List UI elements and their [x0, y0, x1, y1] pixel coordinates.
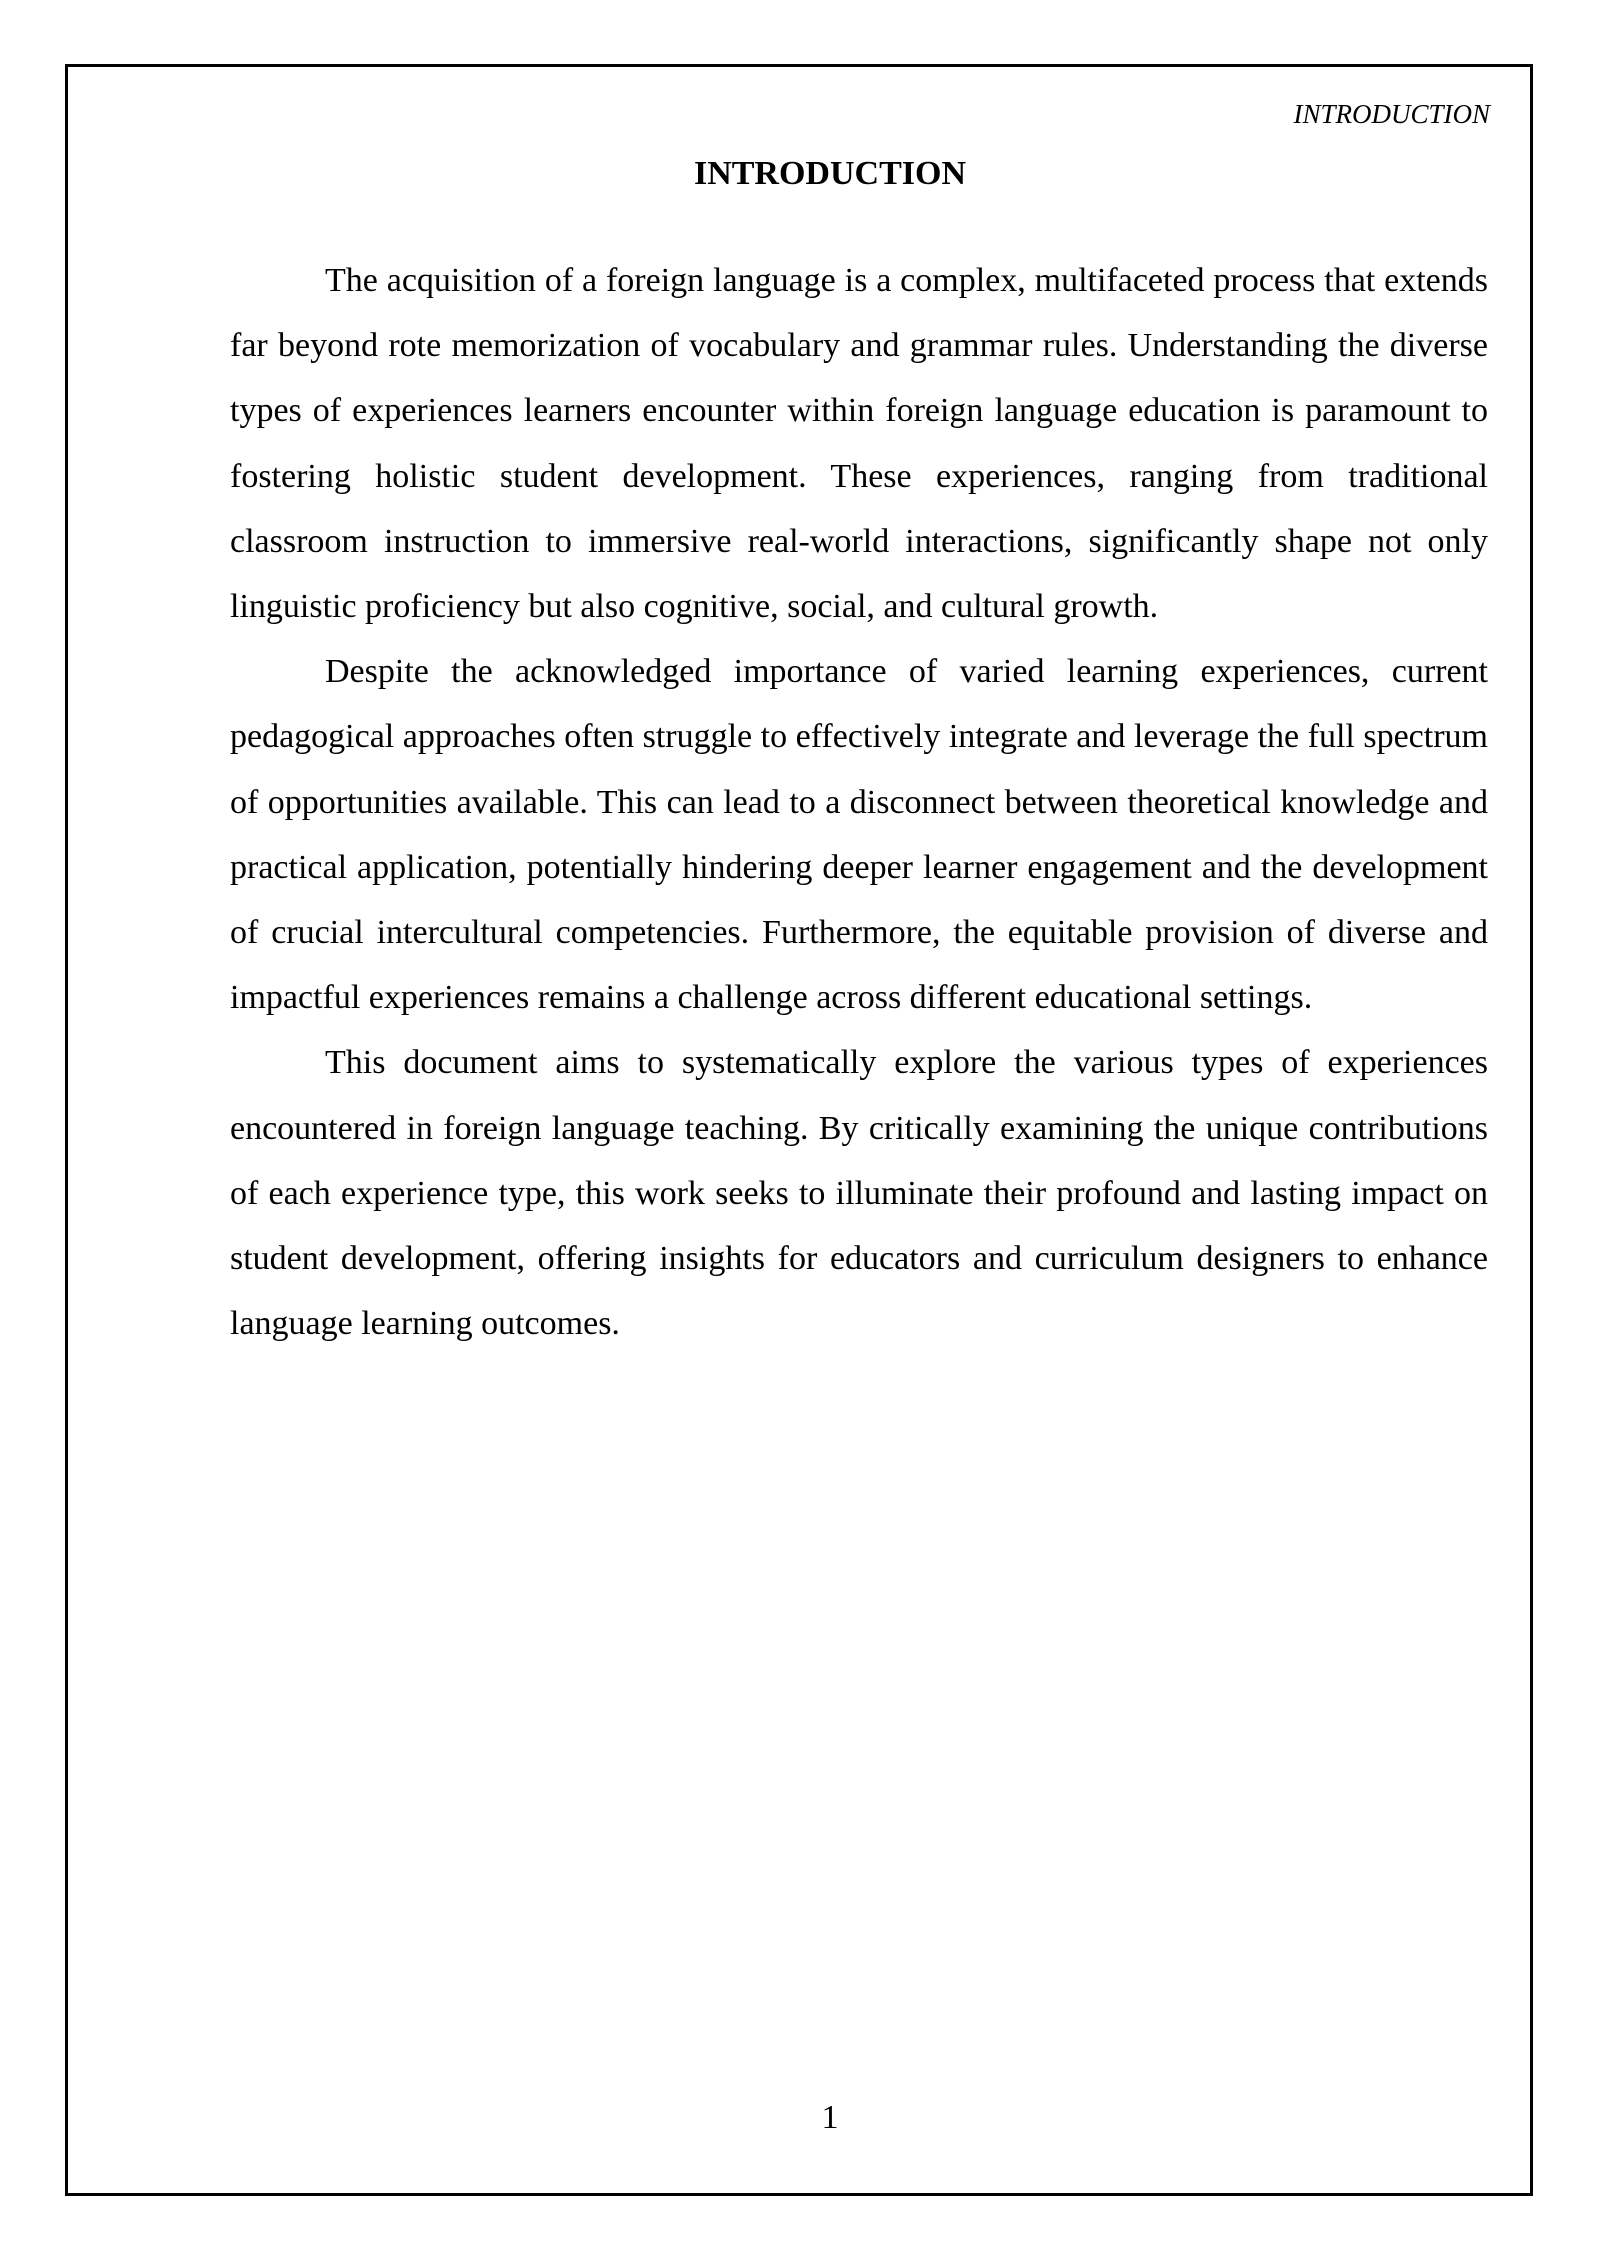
- page-number: 1: [821, 2099, 839, 2136]
- body-text: [230, 248, 1488, 1356]
- paragraph-3: This document aims to systematically explore the various types of experiences encountered in foreign language teaching. By critically examining the unique contributions of each experience type, this work seeks to illuminate their profound and lasting impact on student development, offering insights for educators and curriculum designers to enhance language learning outcomes.: [230, 1044, 1488, 1343]
- paragraph-2: Despite the acknowledged importance of varied learning experiences, current pedagogical approaches often struggle to effectively integrate and leverage the full spectrum of opportunities available. This can lead to a disconnect between theoretical knowledge and practical application, potentially hindering deeper learner engagement and the development of crucial intercultural competencies. Furthermore, the equitable provision of diverse and impactful experiences remains a challenge across different educational settings.: [230, 653, 1488, 1017]
- page-title: INTRODUCTION: [693, 155, 967, 192]
- running-header: INTRODUCTION: [1293, 99, 1490, 129]
- paragraph-1: The acquisition of a foreign language is a complex, multifaceted process that extends far beyond rote memorization of vocabulary and grammar rules. Understanding the diverse types of experiences learners encounter within foreign language education is paramount to fostering holistic student development. These experiences, ranging from traditional classroom instruction to immersive real-world interactions, significantly shape not only linguistic proficiency but also cognitive, social, and cultural growth.: [230, 262, 1488, 626]
